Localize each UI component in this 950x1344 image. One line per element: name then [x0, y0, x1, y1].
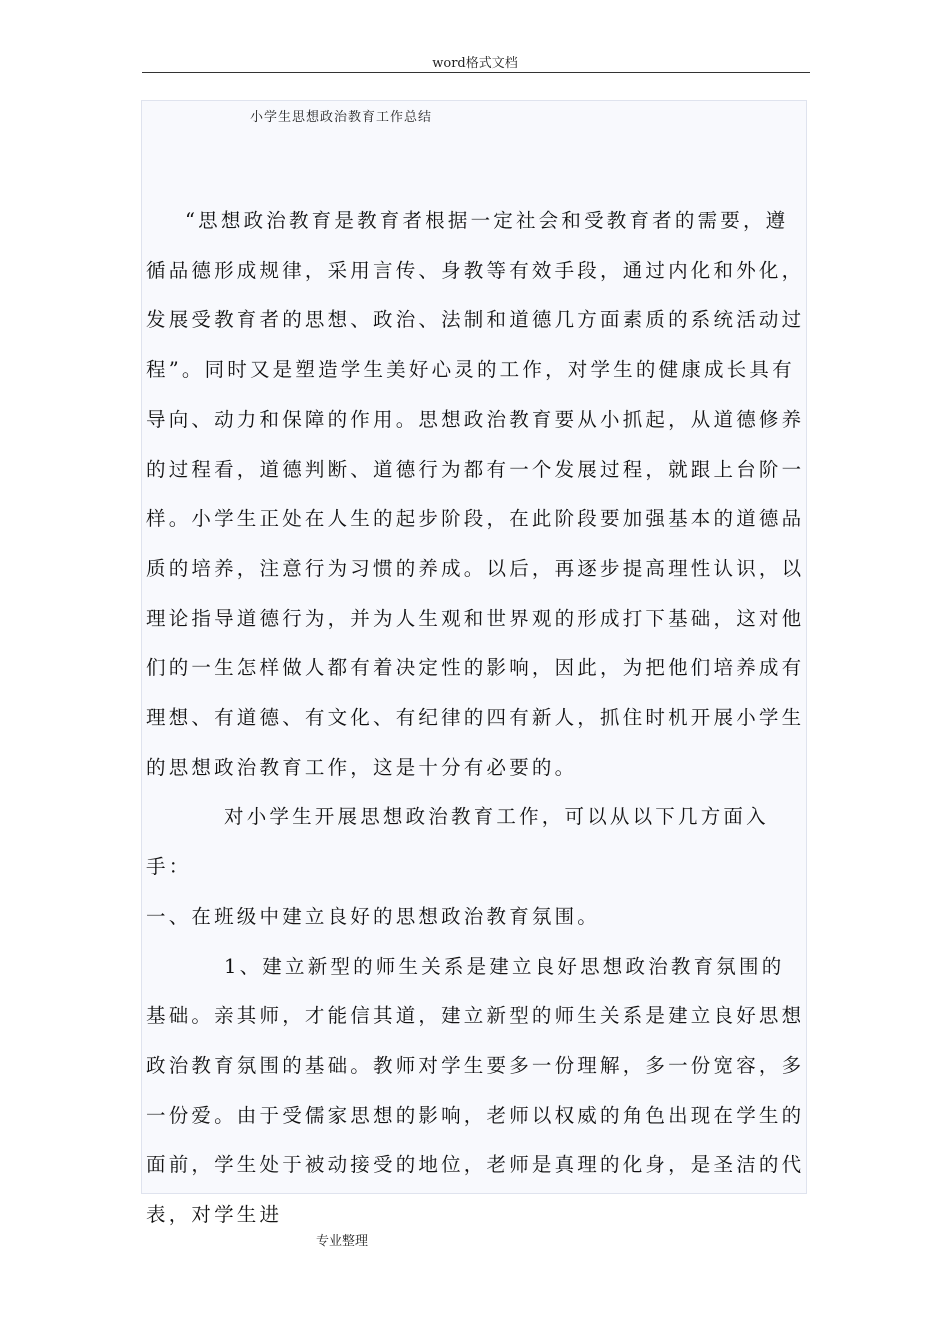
paragraph-section-1-1: 1、建立新型的师生关系是建立良好思想政治教育氛围的基础。亲其师，才能信其道，建立新型的师生关系是建立良好思想政治教育氛围的基础。教师对学生要多一份理解，多一份宽容，多一份爱。由于受儒家思想的影响，老师以权威的角色出现在学生的面前，学生处于被动接受的地位，老师是真理的化身，是圣洁的代表，对学生进	[146, 954, 805, 1227]
paragraph-approach: 对小学生开展思想政治教育工作，可以从以下几方面入手：	[146, 805, 769, 879]
paragraph-intro: “思想政治教育是教育者根据一定社会和受教育者的需要，遵循品德形成规律，采用言传、身教等有效手段，通过内化和外化，发展受教育者的思想、政治、法制和道德几方面素质的系统活动过程”。同时又是塑造学生美好心灵的工作，对学生的健康成长具有导向、动力和保障的作用。思想政治教育要从小抓起，从道德修养的过程看，道德判断、道德行为都有一个发展过程，就跟上台阶一样。小学生正处在人生的起步阶段，在此阶段要加强基本的道德品质的培养，注意行为习惯的养成。以后，再逐步提高理性认识，以理论指导道德行为，并为人生观和世界观的形成打下基础，这对他们的一生怎样做人都有着决定性的影响，因此，为把他们培养成有理想、有道德、有文化、有纪律的四有新人，抓住时机开展小学生的思想政治教育工作，这是十分有必要的。	[146, 209, 805, 779]
document-title: 小学生思想政治教育工作总结	[250, 110, 433, 125]
section-heading-1: 一、在班级中建立良好的思想政治教育氛围。	[146, 904, 601, 928]
document-body	[146, 196, 806, 1240]
page-header: word格式文档	[432, 56, 518, 71]
page-footer: 专业整理	[316, 1234, 369, 1249]
header-divider	[142, 72, 810, 73]
document-content-area	[141, 100, 807, 1227]
